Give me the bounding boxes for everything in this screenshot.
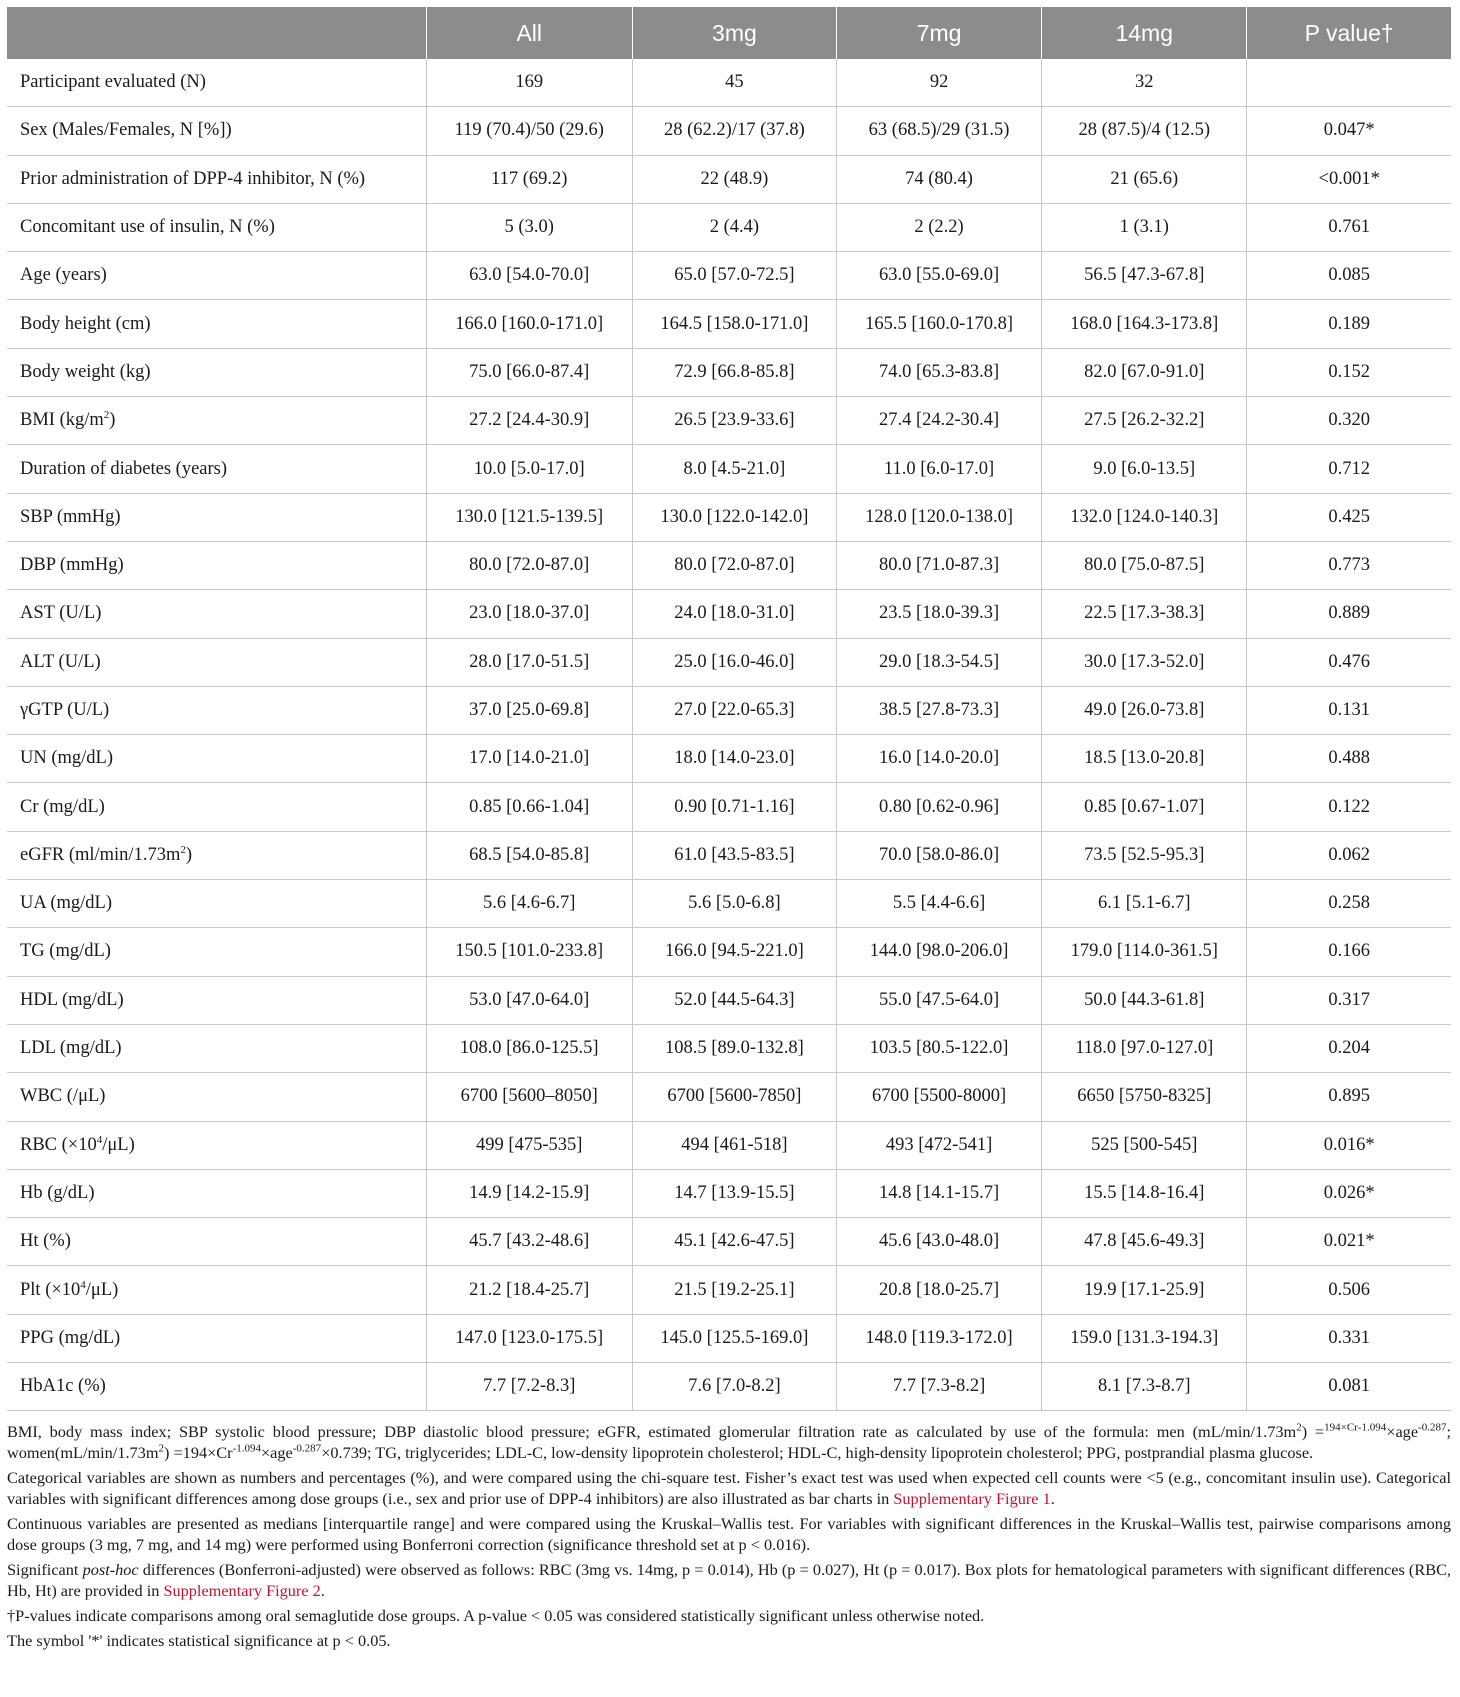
table-row bbox=[7, 880, 1451, 928]
cell-all: 117 (69.2) bbox=[426, 155, 632, 203]
table-row bbox=[7, 1314, 1451, 1362]
cell-7mg: 165.5 [160.0-170.8] bbox=[836, 300, 1041, 348]
cell-all: 5 (3.0) bbox=[426, 203, 632, 251]
footnote-text: ; women(mL/min/1.73m bbox=[7, 1422, 1451, 1462]
table-row bbox=[7, 1073, 1451, 1121]
footnote-categorical: Categorical variables are shown as numbers and percentages (%), and were compared using the chi-square test. Fisher’s exact test was used when expected cell counts were <5 (e.g., concomitant insulin use). Categorical variables with significant differences among dose groups (i.e., sex and prior use of DPP-4 inhibitors) are also illustrated as bar charts in Supplementary Figure 1. bbox=[7, 1468, 1451, 1508]
row-label-text: Age (years) bbox=[20, 265, 107, 286]
cell-7mg: 14.8 [14.1-15.7] bbox=[836, 1169, 1041, 1217]
cell-all: 166.0 [160.0-171.0] bbox=[426, 300, 632, 348]
cell-14mg: 82.0 [67.0-91.0] bbox=[1042, 348, 1247, 396]
cell-7mg: 38.5 [27.8-73.3] bbox=[836, 686, 1041, 734]
table-row bbox=[7, 831, 1451, 879]
cell-all: 14.9 [14.2-15.9] bbox=[426, 1169, 632, 1217]
cell-7mg: 80.0 [71.0-87.3] bbox=[836, 541, 1041, 589]
cell-all: 27.2 [24.4-30.9] bbox=[426, 397, 632, 445]
cell-3mg: 52.0 [44.5-64.3] bbox=[632, 976, 836, 1024]
cell-p-value: 0.773 bbox=[1247, 541, 1451, 589]
row-label bbox=[7, 300, 426, 348]
cell-all: 499 [475-535] bbox=[426, 1121, 632, 1169]
footnote-italic: post-hoc bbox=[82, 1560, 139, 1579]
cell-all: 37.0 [25.0-69.8] bbox=[426, 686, 632, 734]
cell-14mg: 6.1 [5.1-6.7] bbox=[1042, 880, 1247, 928]
cell-all: 147.0 [123.0-175.5] bbox=[426, 1314, 632, 1362]
row-label-text: Plt (×10 bbox=[20, 1279, 81, 1300]
cell-7mg: 63 (68.5)/29 (31.5) bbox=[836, 107, 1041, 155]
cell-3mg: 5.6 [5.0-6.8] bbox=[632, 880, 836, 928]
footnote-text: BMI, body mass index; SBP systolic blood pressure; DBP diastolic blood pressure; eGFR, estimated glomerular filtration rate as calculated by use of the formula: men (mL/min/1.73m bbox=[7, 1422, 1297, 1441]
cell-14mg: 27.5 [26.2-32.2] bbox=[1042, 397, 1247, 445]
cell-14mg: 22.5 [17.3-38.3] bbox=[1042, 590, 1247, 638]
cell-p-value: 0.131 bbox=[1247, 686, 1451, 734]
cell-7mg: 128.0 [120.0-138.0] bbox=[836, 493, 1041, 541]
cell-14mg: 73.5 [52.5-95.3] bbox=[1042, 831, 1247, 879]
footnote-continuous: Continuous variables are presented as medians [interquartile range] and were compared using the Kruskal–Wallis test. For variables with significant differences in the Kruskal–Wallis test, pairwise comparisons among dose groups (3 mg, 7 mg, and 14 mg) were performed using Bonferroni correction (significance threshold set at p < 0.016). bbox=[7, 1514, 1451, 1554]
cell-all: 68.5 [54.0-85.8] bbox=[426, 831, 632, 879]
footnote-abbreviations bbox=[7, 1421, 1451, 1463]
row-label bbox=[7, 976, 426, 1024]
cell-7mg: 493 [472-541] bbox=[836, 1121, 1041, 1169]
row-label bbox=[7, 735, 426, 783]
cell-3mg: 45 bbox=[632, 59, 836, 107]
cell-all: 7.7 [7.2-8.3] bbox=[426, 1363, 632, 1411]
table-row bbox=[7, 155, 1451, 203]
row-label bbox=[7, 638, 426, 686]
cell-3mg: 164.5 [158.0-171.0] bbox=[632, 300, 836, 348]
cell-3mg: 8.0 [4.5-21.0] bbox=[632, 445, 836, 493]
row-label bbox=[7, 1024, 426, 1072]
footnote-text: ) =194×Cr bbox=[164, 1443, 233, 1462]
row-label bbox=[7, 1363, 426, 1411]
cell-14mg: 32 bbox=[1042, 59, 1247, 107]
cell-all: 21.2 [18.4-25.7] bbox=[426, 1266, 632, 1314]
cell-p-value: 0.425 bbox=[1247, 493, 1451, 541]
cell-p-value: 0.166 bbox=[1247, 928, 1451, 976]
footnote-text: ) = bbox=[1301, 1422, 1325, 1441]
cell-14mg: 15.5 [14.8-16.4] bbox=[1042, 1169, 1247, 1217]
row-label bbox=[7, 252, 426, 300]
row-label-text: Ht (%) bbox=[20, 1231, 71, 1252]
table-row bbox=[7, 107, 1451, 155]
table-row bbox=[7, 1024, 1451, 1072]
row-label-text: Body height (cm) bbox=[20, 313, 151, 334]
row-label-text: Sex (Males/Females, N [%]) bbox=[20, 120, 232, 141]
cell-7mg: 70.0 [58.0-86.0] bbox=[836, 831, 1041, 879]
row-label-text: Cr (mg/dL) bbox=[20, 796, 105, 817]
cell-7mg: 16.0 [14.0-20.0] bbox=[836, 735, 1041, 783]
cell-p-value: <0.001* bbox=[1247, 155, 1451, 203]
table-body bbox=[7, 59, 1451, 1411]
cell-14mg: 19.9 [17.1-25.9] bbox=[1042, 1266, 1247, 1314]
footnote-symbol: The symbol '*' indicates statistical significance at p < 0.05. bbox=[7, 1631, 391, 1650]
table-row bbox=[7, 252, 1451, 300]
row-label bbox=[7, 445, 426, 493]
cell-p-value: 0.712 bbox=[1247, 445, 1451, 493]
row-label bbox=[7, 1266, 426, 1314]
cell-all: 6700 [5600–8050] bbox=[426, 1073, 632, 1121]
footnote-text: ×age bbox=[260, 1443, 293, 1462]
cell-p-value: 0.085 bbox=[1247, 252, 1451, 300]
row-label bbox=[7, 880, 426, 928]
row-label-text: UA (mg/dL) bbox=[20, 893, 112, 914]
cell-14mg: 168.0 [164.3-173.8] bbox=[1042, 300, 1247, 348]
row-label bbox=[7, 59, 426, 107]
superscript: -1.094 bbox=[232, 1442, 261, 1455]
row-label bbox=[7, 1218, 426, 1266]
table-row bbox=[7, 976, 1451, 1024]
row-label bbox=[7, 590, 426, 638]
cell-14mg: 21 (65.6) bbox=[1042, 155, 1247, 203]
cell-3mg: 18.0 [14.0-23.0] bbox=[632, 735, 836, 783]
cell-p-value: 0.026* bbox=[1247, 1169, 1451, 1217]
row-label bbox=[7, 1314, 426, 1362]
table-row bbox=[7, 638, 1451, 686]
cell-3mg: 494 [461-518] bbox=[632, 1121, 836, 1169]
row-label-text: SBP (mmHg) bbox=[20, 506, 121, 527]
cell-7mg: 74 (80.4) bbox=[836, 155, 1041, 203]
row-label-text: Hb (g/dL) bbox=[20, 1182, 95, 1203]
cell-3mg: 80.0 [72.0-87.0] bbox=[632, 541, 836, 589]
cell-3mg: 26.5 [23.9-33.6] bbox=[632, 397, 836, 445]
cell-p-value: 0.895 bbox=[1247, 1073, 1451, 1121]
cell-all: 45.7 [43.2-48.6] bbox=[426, 1218, 632, 1266]
superscript: -0.287 bbox=[292, 1442, 322, 1455]
row-label-text: PPG (mg/dL) bbox=[20, 1327, 121, 1348]
cell-3mg: 24.0 [18.0-31.0] bbox=[632, 590, 836, 638]
cell-7mg: 29.0 [18.3-54.5] bbox=[836, 638, 1041, 686]
superscript: -1.094 bbox=[1357, 1421, 1387, 1434]
cell-3mg: 6700 [5600-7850] bbox=[632, 1073, 836, 1121]
cell-14mg: 118.0 [97.0-127.0] bbox=[1042, 1024, 1247, 1072]
row-label-text: LDL (mg/dL) bbox=[20, 1038, 122, 1059]
row-label-text: ALT (U/L) bbox=[20, 651, 101, 672]
row-label-text: HDL (mg/dL) bbox=[20, 989, 124, 1010]
cell-p-value: 0.016* bbox=[1247, 1121, 1451, 1169]
row-label-text: eGFR (ml/min/1.73m bbox=[20, 844, 181, 865]
footnote-text: Categorical variables are shown as numbers and percentages (%), and were compared using the chi-square test. Fisher’s exact test was used when expected cell counts were <5 (e.g., concomitant insulin use). Categorical variables with significant differences among dose groups (i.e., sex and prior use of DPP-4 inhibitors) are also illustrated as bar charts in bbox=[7, 1468, 1451, 1508]
cell-7mg: 7.7 [7.3-8.2] bbox=[836, 1363, 1041, 1411]
cell-14mg: 159.0 [131.3-194.3] bbox=[1042, 1314, 1247, 1362]
row-label-superscript: 4 bbox=[80, 1278, 86, 1291]
supplementary-figure-1-link[interactable]: Supplementary Figure 1 bbox=[893, 1489, 1051, 1508]
table-row bbox=[7, 686, 1451, 734]
cell-p-value: 0.506 bbox=[1247, 1266, 1451, 1314]
cell-7mg: 0.80 [0.62-0.96] bbox=[836, 783, 1041, 831]
cell-7mg: 55.0 [47.5-64.0] bbox=[836, 976, 1041, 1024]
cell-3mg: 28 (62.2)/17 (37.8) bbox=[632, 107, 836, 155]
footnote-text: differences (Bonferroni-adjusted) were observed as follows: RBC (3mg vs. 14mg, p = 0.014), Hb (p = 0.027), Ht (p = 0.017). Box plots for hematological parameters with significant differences (RBC, Hb, Ht) are provided in bbox=[7, 1560, 1452, 1600]
cell-14mg: 47.8 [45.6-49.3] bbox=[1042, 1218, 1247, 1266]
cell-p-value: 0.122 bbox=[1247, 783, 1451, 831]
cell-3mg: 27.0 [22.0-65.3] bbox=[632, 686, 836, 734]
cell-p-value: 0.189 bbox=[1247, 300, 1451, 348]
cell-3mg: 108.5 [89.0-132.8] bbox=[632, 1024, 836, 1072]
cell-p-value: 0.258 bbox=[1247, 880, 1451, 928]
row-label bbox=[7, 348, 426, 396]
row-label bbox=[7, 1073, 426, 1121]
cell-3mg: 7.6 [7.0-8.2] bbox=[632, 1363, 836, 1411]
row-label-text: UN (mg/dL) bbox=[20, 748, 113, 769]
cell-7mg: 23.5 [18.0-39.3] bbox=[836, 590, 1041, 638]
row-label bbox=[7, 783, 426, 831]
cell-all: 17.0 [14.0-21.0] bbox=[426, 735, 632, 783]
cell-14mg: 6650 [5750-8325] bbox=[1042, 1073, 1247, 1121]
header-label bbox=[7, 7, 426, 59]
footnote-text: ×age bbox=[1386, 1422, 1419, 1441]
row-label bbox=[7, 541, 426, 589]
table-row bbox=[7, 783, 1451, 831]
row-label bbox=[7, 203, 426, 251]
cell-3mg: 22 (48.9) bbox=[632, 155, 836, 203]
cell-p-value: 0.081 bbox=[1247, 1363, 1451, 1411]
footnote-text: Significant bbox=[7, 1560, 83, 1579]
row-label bbox=[7, 493, 426, 541]
row-label-text: Duration of diabetes (years) bbox=[20, 458, 228, 479]
row-label bbox=[7, 397, 426, 445]
baseline-characteristics-table bbox=[7, 7, 1451, 1411]
row-label-text: WBC (/μL) bbox=[20, 1086, 106, 1107]
cell-14mg: 28 (87.5)/4 (12.5) bbox=[1042, 107, 1247, 155]
cell-p-value: 0.476 bbox=[1247, 638, 1451, 686]
row-label bbox=[7, 155, 426, 203]
row-label-tail: /μL) bbox=[85, 1279, 119, 1300]
row-label-text: Prior administration of DPP-4 inhibitor, N (%) bbox=[20, 168, 366, 189]
cell-3mg: 21.5 [19.2-25.1] bbox=[632, 1266, 836, 1314]
cell-all: 63.0 [54.0-70.0] bbox=[426, 252, 632, 300]
cell-all: 150.5 [101.0-233.8] bbox=[426, 928, 632, 976]
table-header-row bbox=[7, 7, 1451, 59]
row-label-text: Participant evaluated (N) bbox=[20, 72, 206, 93]
table-row bbox=[7, 1169, 1451, 1217]
cell-all: 53.0 [47.0-64.0] bbox=[426, 976, 632, 1024]
table-row bbox=[7, 1363, 1451, 1411]
cell-3mg: 166.0 [94.5-221.0] bbox=[632, 928, 836, 976]
cell-7mg: 74.0 [65.3-83.8] bbox=[836, 348, 1041, 396]
cell-all: 75.0 [66.0-87.4] bbox=[426, 348, 632, 396]
cell-p-value: 0.047* bbox=[1247, 107, 1451, 155]
cell-all: 23.0 [18.0-37.0] bbox=[426, 590, 632, 638]
cell-3mg: 25.0 [16.0-46.0] bbox=[632, 638, 836, 686]
table-row bbox=[7, 541, 1451, 589]
cell-all: 28.0 [17.0-51.5] bbox=[426, 638, 632, 686]
cell-3mg: 145.0 [125.5-169.0] bbox=[632, 1314, 836, 1362]
cell-all: 108.0 [86.0-125.5] bbox=[426, 1024, 632, 1072]
table-row bbox=[7, 1218, 1451, 1266]
cell-p-value: 0.021* bbox=[1247, 1218, 1451, 1266]
cell-7mg: 63.0 [55.0-69.0] bbox=[836, 252, 1041, 300]
cell-all: 10.0 [5.0-17.0] bbox=[426, 445, 632, 493]
cell-7mg: 148.0 [119.3-172.0] bbox=[836, 1314, 1041, 1362]
header-14mg: 14mg bbox=[1042, 7, 1247, 59]
cell-all: 80.0 [72.0-87.0] bbox=[426, 541, 632, 589]
cell-14mg: 49.0 [26.0-73.8] bbox=[1042, 686, 1247, 734]
row-label-text: γGTP (U/L) bbox=[20, 700, 110, 720]
cell-all: 130.0 [121.5-139.5] bbox=[426, 493, 632, 541]
cell-7mg: 2 (2.2) bbox=[836, 203, 1041, 251]
table-row bbox=[7, 445, 1451, 493]
cell-3mg: 0.90 [0.71-1.16] bbox=[632, 783, 836, 831]
cell-7mg: 144.0 [98.0-206.0] bbox=[836, 928, 1041, 976]
cell-7mg: 11.0 [6.0-17.0] bbox=[836, 445, 1041, 493]
row-label bbox=[7, 831, 426, 879]
cell-14mg: 9.0 [6.0-13.5] bbox=[1042, 445, 1247, 493]
cell-3mg: 61.0 [43.5-83.5] bbox=[632, 831, 836, 879]
cell-p-value: 0.152 bbox=[1247, 348, 1451, 396]
footnote-dagger: †P-values indicate comparisons among oral semaglutide dose groups. A p-value < 0.05 was considered statistically significant unless otherwise noted. bbox=[7, 1606, 985, 1625]
row-label-tail: /μL) bbox=[102, 1134, 135, 1155]
row-label-tail: ) bbox=[185, 844, 193, 865]
row-label-superscript: 4 bbox=[96, 1133, 103, 1146]
superscript: 2 bbox=[1296, 1421, 1302, 1434]
cell-14mg: 8.1 [7.3-8.7] bbox=[1042, 1363, 1247, 1411]
cell-14mg: 525 [500-545] bbox=[1042, 1121, 1247, 1169]
table-row bbox=[7, 590, 1451, 638]
header-7mg: 7mg bbox=[836, 7, 1041, 59]
cell-all: 119 (70.4)/50 (29.6) bbox=[426, 107, 632, 155]
header-p-value: P value† bbox=[1247, 7, 1451, 59]
supplementary-figure-2-link[interactable]: Supplementary Figure 2 bbox=[163, 1581, 321, 1600]
cell-14mg: 0.85 [0.67-1.07] bbox=[1042, 783, 1247, 831]
cell-14mg: 1 (3.1) bbox=[1042, 203, 1247, 251]
table-footnotes bbox=[7, 1421, 1451, 1655]
row-label bbox=[7, 928, 426, 976]
cell-3mg: 2 (4.4) bbox=[632, 203, 836, 251]
cell-p-value: 0.320 bbox=[1247, 397, 1451, 445]
cell-14mg: 56.5 [47.3-67.8] bbox=[1042, 252, 1247, 300]
superscript: 194×Cr bbox=[1324, 1421, 1358, 1434]
cell-7mg: 103.5 [80.5-122.0] bbox=[836, 1024, 1041, 1072]
cell-3mg: 130.0 [122.0-142.0] bbox=[632, 493, 836, 541]
cell-p-value: 0.062 bbox=[1247, 831, 1451, 879]
superscript: 2 bbox=[158, 1442, 164, 1455]
cell-7mg: 5.5 [4.4-6.6] bbox=[836, 880, 1041, 928]
cell-14mg: 132.0 [124.0-140.3] bbox=[1042, 493, 1247, 541]
cell-p-value: 0.204 bbox=[1247, 1024, 1451, 1072]
header-all: All bbox=[426, 7, 632, 59]
row-label-text: DBP (mmHg) bbox=[20, 555, 124, 576]
row-label bbox=[7, 1121, 426, 1169]
row-label-superscript: 2 bbox=[180, 843, 186, 856]
table-container bbox=[7, 7, 1451, 1411]
cell-3mg: 65.0 [57.0-72.5] bbox=[632, 252, 836, 300]
row-label-text: TG (mg/dL) bbox=[20, 941, 111, 962]
table-row bbox=[7, 1266, 1451, 1314]
table-row bbox=[7, 493, 1451, 541]
row-label-text: BMI (kg/m bbox=[20, 410, 104, 431]
cell-p-value: 0.488 bbox=[1247, 735, 1451, 783]
row-label-text: Body weight (kg) bbox=[20, 361, 151, 382]
cell-14mg: 18.5 [13.0-20.8] bbox=[1042, 735, 1247, 783]
row-label-text: HbA1c (%) bbox=[20, 1376, 106, 1397]
cell-14mg: 30.0 [17.3-52.0] bbox=[1042, 638, 1247, 686]
cell-14mg: 50.0 [44.3-61.8] bbox=[1042, 976, 1247, 1024]
row-label-superscript: 2 bbox=[103, 409, 110, 422]
row-label-text: AST (U/L) bbox=[20, 603, 102, 624]
cell-3mg: 14.7 [13.9-15.5] bbox=[632, 1169, 836, 1217]
row-label-text: RBC (×10 bbox=[20, 1134, 97, 1155]
row-label bbox=[7, 107, 426, 155]
cell-p-value bbox=[1247, 59, 1451, 107]
footnote-text: ×0.739; TG, triglycerides; LDL-C, low-density lipoprotein cholesterol; HDL-C, high-density lipoprotein cholesterol; PPG, postprandial plasma glucose. bbox=[321, 1443, 1314, 1462]
cell-all: 169 bbox=[426, 59, 632, 107]
row-label bbox=[7, 1169, 426, 1217]
header-3mg: 3mg bbox=[632, 7, 836, 59]
cell-p-value: 0.317 bbox=[1247, 976, 1451, 1024]
table-row bbox=[7, 59, 1451, 107]
cell-p-value: 0.889 bbox=[1247, 590, 1451, 638]
cell-all: 0.85 [0.66-1.04] bbox=[426, 783, 632, 831]
cell-7mg: 6700 [5500-8000] bbox=[836, 1073, 1041, 1121]
table-row bbox=[7, 397, 1451, 445]
table-row bbox=[7, 1121, 1451, 1169]
row-label bbox=[7, 686, 426, 734]
row-label-text: Concomitant use of insulin, N (%) bbox=[20, 217, 275, 238]
table-row bbox=[7, 735, 1451, 783]
cell-all: 5.6 [4.6-6.7] bbox=[426, 880, 632, 928]
row-label-tail: ) bbox=[109, 410, 116, 431]
cell-p-value: 0.761 bbox=[1247, 203, 1451, 251]
cell-p-value: 0.331 bbox=[1247, 1314, 1451, 1362]
cell-7mg: 45.6 [43.0-48.0] bbox=[836, 1218, 1041, 1266]
cell-3mg: 45.1 [42.6-47.5] bbox=[632, 1218, 836, 1266]
cell-7mg: 20.8 [18.0-25.7] bbox=[836, 1266, 1041, 1314]
cell-3mg: 72.9 [66.8-85.8] bbox=[632, 348, 836, 396]
table-row bbox=[7, 203, 1451, 251]
cell-14mg: 80.0 [75.0-87.5] bbox=[1042, 541, 1247, 589]
table-row bbox=[7, 348, 1451, 396]
superscript: -0.287 bbox=[1418, 1421, 1447, 1434]
cell-7mg: 92 bbox=[836, 59, 1041, 107]
cell-14mg: 179.0 [114.0-361.5] bbox=[1042, 928, 1247, 976]
footnote-posthoc: Significant post-hoc differences (Bonferroni-adjusted) were observed as follows: RBC (3mg vs. 14mg, p = 0.014), Hb (p = 0.027), Ht (p = 0.017). Box plots for hematological parameters with significant differences (RBC, Hb, Ht) are provided in Supplementary Figure 2. bbox=[7, 1560, 1452, 1600]
table-row bbox=[7, 928, 1451, 976]
table-row bbox=[7, 300, 1451, 348]
cell-7mg: 27.4 [24.2-30.4] bbox=[836, 397, 1041, 445]
